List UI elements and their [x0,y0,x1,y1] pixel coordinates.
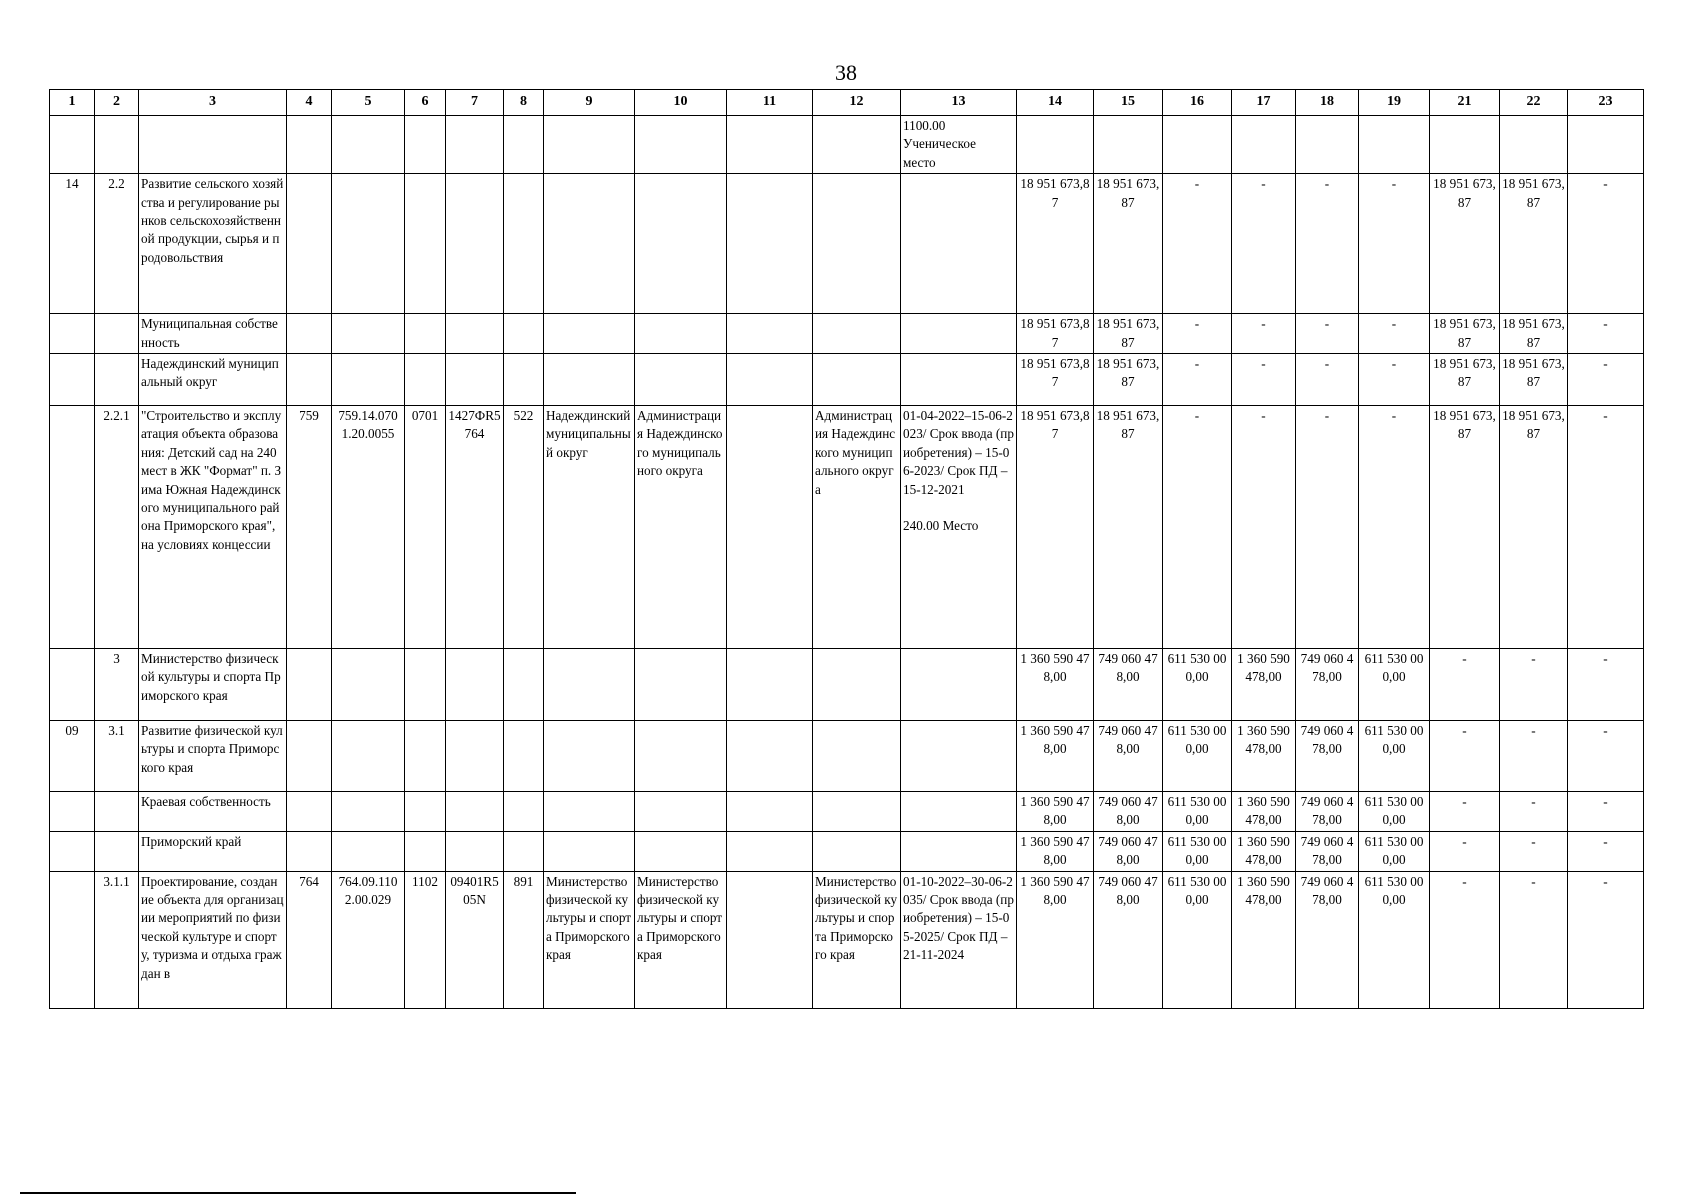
column-header: 2 [95,90,139,116]
cell-col-13: 1100.00 Ученическое место [901,116,1017,174]
cell-col-21: - [1430,831,1500,871]
cell-col-19: 611 530 000,00 [1359,831,1430,871]
cell-col-16: - [1163,314,1232,354]
cell-col-17: 1 360 590 478,00 [1232,831,1296,871]
column-header: 4 [287,90,332,116]
cell-col-19: - [1359,314,1430,354]
cell-col-9 [544,721,635,792]
cell-col-10 [635,314,727,354]
cell-col-23: - [1568,314,1644,354]
cell-col-3: Проектирование, создание объекта для организации мероприятий по физической культуре и спорту, туризма и отдыха граждан в [139,871,287,1008]
column-header: 21 [1430,90,1500,116]
cell-col-21: 18 951 673,87 [1430,354,1500,406]
cell-col-23: - [1568,174,1644,314]
cell-col-3: Развитие физической культуры и спорта Приморского края [139,721,287,792]
table-row [50,174,1644,314]
cell-col-18: 749 060 478,00 [1296,649,1359,721]
cell-col-4 [287,314,332,354]
cell-col-6 [405,314,446,354]
cell-col-22: - [1500,792,1568,832]
cell-col-8 [504,174,544,314]
table-row [50,792,1644,832]
cell-col-17: - [1232,314,1296,354]
cell-col-2: 2.2 [95,174,139,314]
cell-col-8 [504,649,544,721]
cell-col-1 [50,792,95,832]
table-row [50,354,1644,406]
cell-col-15: 18 951 673,87 [1094,314,1163,354]
cell-col-10 [635,174,727,314]
cell-col-8 [504,831,544,871]
cell-col-4 [287,792,332,832]
cell-col-1 [50,354,95,406]
cell-col-6 [405,721,446,792]
cell-col-5 [332,116,405,174]
cell-col-2 [95,314,139,354]
cell-col-7 [446,354,504,406]
column-header: 19 [1359,90,1430,116]
cell-col-12 [813,116,901,174]
column-header: 15 [1094,90,1163,116]
cell-col-21: - [1430,871,1500,1008]
cell-col-15: 749 060 478,00 [1094,721,1163,792]
cell-col-14: 1 360 590 478,00 [1017,871,1094,1008]
cell-col-22: 18 951 673,87 [1500,174,1568,314]
cell-col-13 [901,314,1017,354]
cell-col-12 [813,174,901,314]
table-row [50,831,1644,871]
cell-col-9: Министерство физической культуры и спорта Приморского края [544,871,635,1008]
cell-col-16: - [1163,406,1232,649]
cell-col-9 [544,174,635,314]
cell-col-23: - [1568,871,1644,1008]
cell-col-9: Надеждинский муниципальный округ [544,406,635,649]
cell-col-7 [446,831,504,871]
cell-col-5 [332,721,405,792]
cell-col-2: 3.1 [95,721,139,792]
table-row [50,314,1644,354]
cell-col-11 [727,871,813,1008]
cell-col-14: 18 951 673,87 [1017,354,1094,406]
cell-col-14: 18 951 673,87 [1017,406,1094,649]
cell-col-7 [446,314,504,354]
cell-col-10 [635,354,727,406]
cell-col-15: 18 951 673,87 [1094,354,1163,406]
cell-col-7 [446,721,504,792]
cell-col-11 [727,354,813,406]
cell-col-15: 749 060 478,00 [1094,649,1163,721]
cell-col-2: 3 [95,649,139,721]
cell-col-14: 1 360 590 478,00 [1017,721,1094,792]
cell-col-1: 09 [50,721,95,792]
cell-col-1 [50,831,95,871]
cell-col-11 [727,721,813,792]
page-number: 38 [835,60,857,85]
cell-col-21: - [1430,792,1500,832]
cell-col-6: 1102 [405,871,446,1008]
cell-col-3 [139,116,287,174]
cell-col-11 [727,649,813,721]
cell-col-4 [287,174,332,314]
cell-col-8 [504,721,544,792]
footnote-rule [20,1192,576,1194]
cell-col-17: 1 360 590 478,00 [1232,721,1296,792]
cell-col-2: 2.2.1 [95,406,139,649]
cell-col-22: 18 951 673,87 [1500,314,1568,354]
cell-col-13: 01-04-2022–15-06-2023/ Срок ввода (приобретения) – 15-06-2023/ Срок ПД – 15-12-2021 240.00 Место [901,406,1017,649]
cell-col-4: 759 [287,406,332,649]
cell-col-5 [332,314,405,354]
cell-col-11 [727,831,813,871]
cell-col-13 [901,354,1017,406]
cell-col-6 [405,174,446,314]
cell-col-17: - [1232,354,1296,406]
cell-col-15: 18 951 673,87 [1094,174,1163,314]
cell-col-15: 749 060 478,00 [1094,792,1163,832]
cell-col-22: - [1500,721,1568,792]
cell-col-16: - [1163,174,1232,314]
cell-col-23 [1568,116,1644,174]
cell-col-12 [813,649,901,721]
cell-col-10 [635,649,727,721]
cell-col-22: - [1500,649,1568,721]
cell-col-19: 611 530 000,00 [1359,792,1430,832]
cell-col-10: Министерство физической культуры и спорта Приморского края [635,871,727,1008]
cell-col-18: - [1296,314,1359,354]
column-header: 6 [405,90,446,116]
cell-col-4 [287,831,332,871]
cell-col-5: 759.14.0701.20.0055 [332,406,405,649]
cell-col-19: 611 530 000,00 [1359,871,1430,1008]
cell-col-1: 14 [50,174,95,314]
cell-col-12 [813,831,901,871]
register-table [49,89,1644,1009]
cell-col-16: - [1163,354,1232,406]
cell-col-1 [50,871,95,1008]
cell-col-7 [446,174,504,314]
cell-col-19: 611 530 000,00 [1359,649,1430,721]
cell-col-1 [50,406,95,649]
cell-col-22 [1500,116,1568,174]
cell-col-8: 891 [504,871,544,1008]
cell-col-2 [95,831,139,871]
cell-col-18: - [1296,174,1359,314]
table-row [50,116,1644,174]
table-body [50,116,1644,1009]
cell-col-18: - [1296,406,1359,649]
cell-col-10 [635,721,727,792]
cell-col-10 [635,116,727,174]
cell-col-7 [446,792,504,832]
column-header: 12 [813,90,901,116]
cell-col-6 [405,116,446,174]
cell-col-19: 611 530 000,00 [1359,721,1430,792]
cell-col-15 [1094,116,1163,174]
cell-col-7 [446,649,504,721]
cell-col-5: 764.09.1102.00.029 [332,871,405,1008]
cell-col-9 [544,831,635,871]
cell-col-23: - [1568,354,1644,406]
column-header: 17 [1232,90,1296,116]
cell-col-21: 18 951 673,87 [1430,314,1500,354]
column-header: 16 [1163,90,1232,116]
cell-col-6: 0701 [405,406,446,649]
cell-col-14: 1 360 590 478,00 [1017,792,1094,832]
column-header: 8 [504,90,544,116]
cell-col-7: 09401R505N [446,871,504,1008]
cell-col-23: - [1568,831,1644,871]
cell-col-3: Приморский край [139,831,287,871]
cell-col-6 [405,354,446,406]
cell-col-8: 522 [504,406,544,649]
cell-col-12 [813,354,901,406]
cell-col-18 [1296,116,1359,174]
cell-col-9 [544,116,635,174]
cell-col-3: Краевая собственность [139,792,287,832]
table-container [49,89,1644,1009]
cell-col-8 [504,792,544,832]
cell-col-12 [813,792,901,832]
cell-col-21: - [1430,649,1500,721]
table-row [50,871,1644,1008]
cell-col-22: - [1500,831,1568,871]
column-header: 11 [727,90,813,116]
header-row [50,90,1644,116]
cell-col-13 [901,831,1017,871]
cell-col-11 [727,116,813,174]
column-header: 22 [1500,90,1568,116]
cell-col-12 [813,721,901,792]
cell-col-18: 749 060 478,00 [1296,721,1359,792]
cell-col-19: - [1359,354,1430,406]
cell-col-16: 611 530 000,00 [1163,721,1232,792]
cell-col-10 [635,831,727,871]
column-header: 9 [544,90,635,116]
table-row [50,721,1644,792]
cell-col-9 [544,792,635,832]
cell-col-13 [901,174,1017,314]
cell-col-16: 611 530 000,00 [1163,831,1232,871]
cell-col-21: 18 951 673,87 [1430,406,1500,649]
cell-col-13: 01-10-2022–30-06-2035/ Срок ввода (приобретения) – 15-05-2025/ Срок ПД – 21-11-2024 [901,871,1017,1008]
cell-col-19 [1359,116,1430,174]
cell-col-12: Администрация Надеждинского муниципального округа [813,406,901,649]
cell-col-8 [504,354,544,406]
cell-col-17: 1 360 590 478,00 [1232,649,1296,721]
column-header: 13 [901,90,1017,116]
cell-col-15: 749 060 478,00 [1094,831,1163,871]
cell-col-23: - [1568,792,1644,832]
cell-col-2 [95,354,139,406]
column-header: 5 [332,90,405,116]
column-header: 14 [1017,90,1094,116]
cell-col-4 [287,649,332,721]
cell-col-11 [727,792,813,832]
table-row [50,406,1644,649]
cell-col-16: 611 530 000,00 [1163,871,1232,1008]
cell-col-21 [1430,116,1500,174]
table-row [50,649,1644,721]
cell-col-9 [544,354,635,406]
cell-col-13 [901,792,1017,832]
cell-col-10: Администрация Надеждинского муниципального округа [635,406,727,649]
cell-col-21: - [1430,721,1500,792]
cell-col-15: 18 951 673,87 [1094,406,1163,649]
cell-col-4 [287,721,332,792]
cell-col-6 [405,649,446,721]
cell-col-22: 18 951 673,87 [1500,406,1568,649]
cell-col-3: Муниципальная собственность [139,314,287,354]
cell-col-5 [332,649,405,721]
cell-col-1 [50,649,95,721]
column-header: 23 [1568,90,1644,116]
cell-col-9 [544,314,635,354]
cell-col-3: "Строительство и эксплуатация объекта образования: Детский сад на 240 мест в ЖК "Формат" п. Зима Южная Надеждинского муниципального района Приморского края", на условиях концессии [139,406,287,649]
cell-col-23: - [1568,721,1644,792]
cell-col-21: 18 951 673,87 [1430,174,1500,314]
cell-col-11 [727,314,813,354]
cell-col-5 [332,174,405,314]
cell-col-17: 1 360 590 478,00 [1232,792,1296,832]
cell-col-3: Надеждинский муниципальный округ [139,354,287,406]
cell-col-5 [332,792,405,832]
cell-col-18: 749 060 478,00 [1296,871,1359,1008]
cell-col-13 [901,721,1017,792]
cell-col-5 [332,354,405,406]
cell-col-19: - [1359,174,1430,314]
cell-col-5 [332,831,405,871]
cell-col-17: - [1232,406,1296,649]
cell-col-1 [50,314,95,354]
cell-col-18: 749 060 478,00 [1296,831,1359,871]
cell-col-6 [405,792,446,832]
cell-col-17: - [1232,174,1296,314]
cell-col-14: 18 951 673,87 [1017,174,1094,314]
cell-col-12: Министерство физической культуры и спорта Приморского края [813,871,901,1008]
cell-col-8 [504,116,544,174]
cell-col-2: 3.1.1 [95,871,139,1008]
cell-col-7 [446,116,504,174]
cell-col-3: Министерство физической культуры и спорта Приморского края [139,649,287,721]
cell-col-4: 764 [287,871,332,1008]
cell-col-11 [727,174,813,314]
cell-col-17 [1232,116,1296,174]
cell-col-23: - [1568,406,1644,649]
cell-col-4 [287,116,332,174]
cell-col-16 [1163,116,1232,174]
cell-col-8 [504,314,544,354]
cell-col-14: 1 360 590 478,00 [1017,831,1094,871]
cell-col-9 [544,649,635,721]
cell-col-19: - [1359,406,1430,649]
cell-col-1 [50,116,95,174]
cell-col-2 [95,792,139,832]
cell-col-6 [405,831,446,871]
cell-col-2 [95,116,139,174]
cell-col-15: 749 060 478,00 [1094,871,1163,1008]
cell-col-10 [635,792,727,832]
cell-col-16: 611 530 000,00 [1163,649,1232,721]
cell-col-22: 18 951 673,87 [1500,354,1568,406]
cell-col-11 [727,406,813,649]
cell-col-4 [287,354,332,406]
cell-col-7: 1427ФR5764 [446,406,504,649]
column-header: 10 [635,90,727,116]
cell-col-18: - [1296,354,1359,406]
column-header: 7 [446,90,504,116]
cell-col-23: - [1568,649,1644,721]
cell-col-22: - [1500,871,1568,1008]
cell-col-12 [813,314,901,354]
column-header: 1 [50,90,95,116]
cell-col-16: 611 530 000,00 [1163,792,1232,832]
column-header: 3 [139,90,287,116]
cell-col-17: 1 360 590 478,00 [1232,871,1296,1008]
cell-col-14: 18 951 673,87 [1017,314,1094,354]
cell-col-3: Развитие сельского хозяйства и регулирование рынков сельскохозяйственной продукции, сырья и продовольствия [139,174,287,314]
column-header: 18 [1296,90,1359,116]
cell-col-18: 749 060 478,00 [1296,792,1359,832]
cell-col-14 [1017,116,1094,174]
cell-col-13 [901,649,1017,721]
cell-col-14: 1 360 590 478,00 [1017,649,1094,721]
